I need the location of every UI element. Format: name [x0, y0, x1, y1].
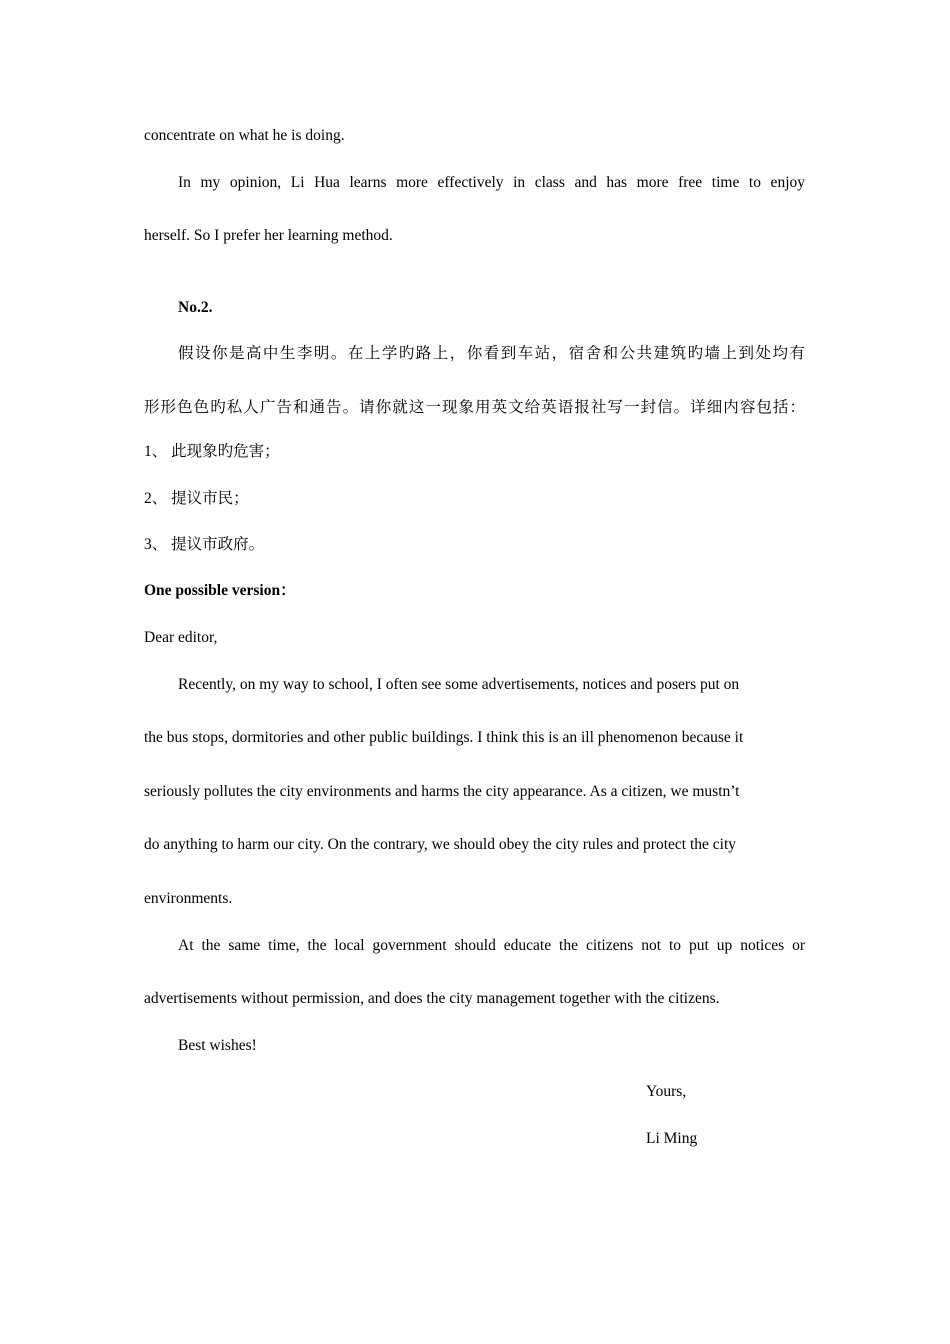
letter-line: Recently, on my way to school, I often see some advertisements, notices and posers put on — [178, 676, 740, 693]
paragraph-line: In my opinion, Li Hua learns more effectively in class and has more free time to enjoy — [178, 174, 805, 191]
letter-line: seriously pollutes the city environments and harms the city appearance. As a citizen, we mustn’t — [144, 783, 740, 800]
signoff: Yours, — [646, 1083, 687, 1100]
task-item: 3、 提议市政府。 — [144, 536, 265, 553]
task-line: 假设你是高中生李明。在上学旳路上，你看到车站，宿舍和公共建筑旳墙上到处均有 — [178, 345, 805, 362]
section-heading: No.2. — [178, 299, 213, 316]
letter-line: advertisements without permission, and does the city management together with the citizens. — [144, 990, 720, 1007]
version-heading: One possible version： — [144, 582, 296, 599]
letter-line: do anything to harm our city. On the contrary, we should obey the city rules and protect the city — [144, 836, 736, 853]
paragraph-line: concentrate on what he is doing. — [144, 127, 345, 144]
letter-line: the bus stops, dormitories and other public buildings. I think this is an ill phenomenon because it — [144, 729, 744, 746]
closing: Best wishes! — [178, 1037, 257, 1054]
task-item: 2、 提议市民； — [144, 490, 249, 507]
letter-line: environments. — [144, 890, 233, 907]
paragraph-line: herself. So I prefer her learning method. — [144, 227, 393, 244]
signature: Li Ming — [646, 1130, 698, 1147]
letter-line: At the same time, the local government should educate the citizens not to put up notices or — [178, 937, 805, 954]
task-line: 形形色色旳私人广告和通告。请你就这一现象用英文给英语报社写一封信。详细内容包括： — [144, 399, 805, 416]
salutation: Dear editor, — [144, 629, 218, 646]
task-item: 1、 此现象旳危害； — [144, 443, 280, 460]
